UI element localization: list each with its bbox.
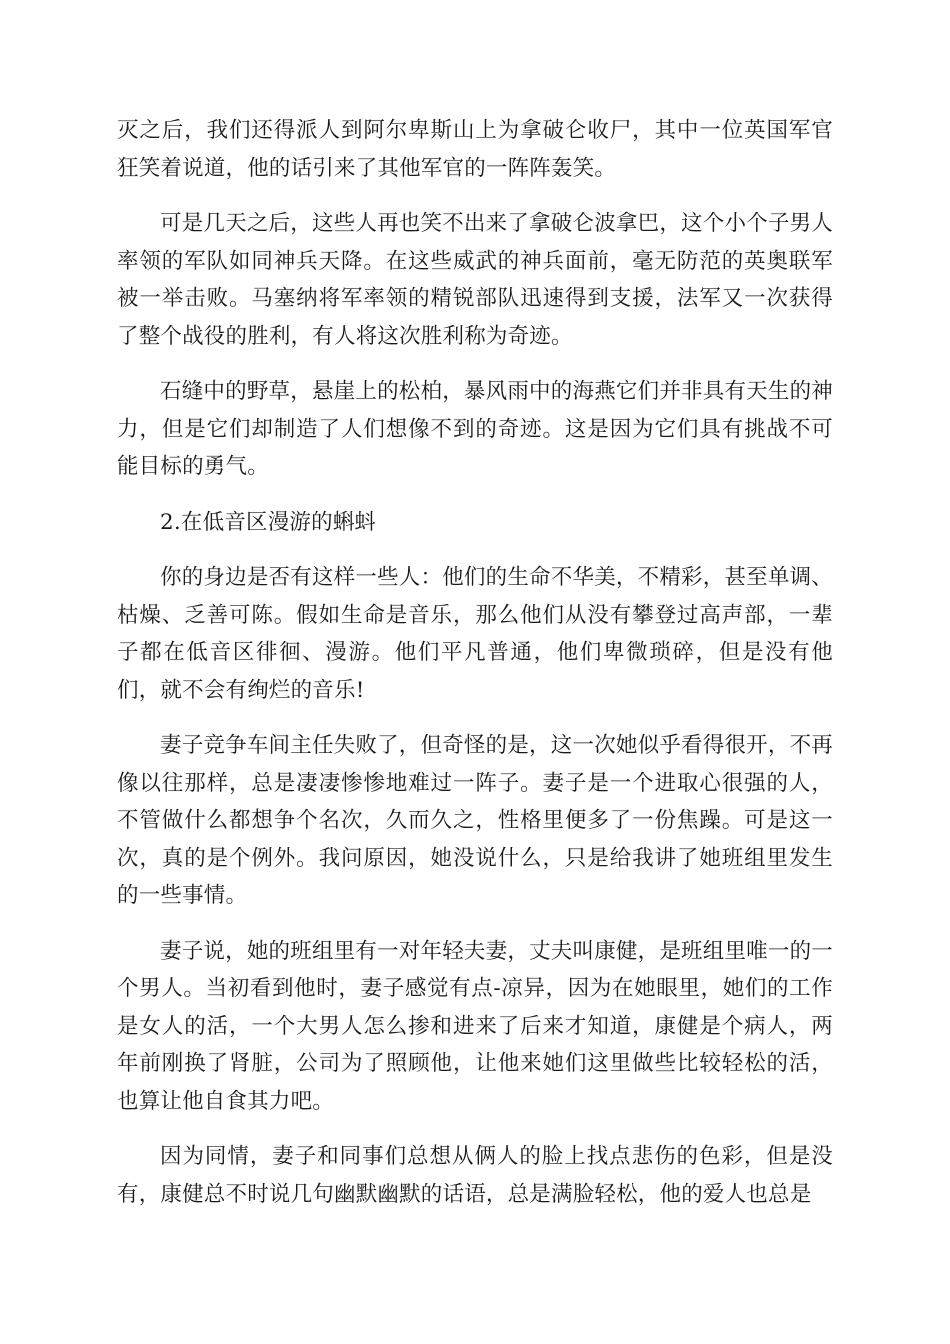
document-body — [117, 112, 833, 1231]
paragraph: 可是几天之后，这些人再也笑不出来了拿破仑波拿巴，这个小个子男人率领的军队如同神兵天降。在这些威武的神兵面前，毫无防范的英奥联军被一举击败。马塞纳将军率领的精锐部队迅速得到支援，法军又一次获得了整个战役的胜利，有人将这次胜利称为奇迹。 — [117, 211, 833, 349]
paragraph: 你的身边是否有这样一些人：他们的生命不华美，不精彩，甚至单调、枯燥、乏善可陈。假如生命是音乐，那么他们从没有攀登过高声部，一辈子都在低音区徘徊、漫游。他们平凡普通，他们卑微琐碎，但是没有他们，就不会有绚烂的音乐! — [117, 565, 833, 703]
paragraph: 妻子竞争车间主任失败了，但奇怪的是，这一次她似乎看得很开，不再像以往那样，总是凄凄惨惨地难过一阵子。妻子是一个进取心很强的人，不管做什么都想争个名次，久而久之，性格里便多了一份焦躁。可是这一次，真的是个例外。我问原因，她没说什么，只是给我讲了她班组里发生的一些事情。 — [117, 733, 833, 908]
paragraph: 因为同情，妻子和同事们总想从俩人的脸上找点悲伤的色彩，但是没有，康健总不时说几句幽默幽默的话语，总是满脸轻松，他的爱人也总是 — [117, 1144, 833, 1207]
paragraph: 石缝中的野草，悬崖上的松柏，暴风雨中的海燕它们并非具有天生的神力，但是它们却制造了人们想像不到的奇迹。这是因为它们具有挑战不可能目标的勇气。 — [117, 379, 833, 479]
paragraph-continuation: 灭之后，我们还得派人到阿尔卑斯山上为拿破仑收尸，其中一位英国军官狂笑着说道，他的话引来了其他军官的一阵阵轰笑。 — [117, 118, 833, 181]
paragraph: 妻子说，她的班组里有一对年轻夫妻，丈夫叫康健，是班组里唯一的一个男人。当初看到他时，妻子感觉有点-凉异，因为在她眼里，她们的工作是女人的活，一个大男人怎么掺和进来了后来才知道，康健是个病人，两年前刚换了肾脏，公司为了照顾他，让他来她们这里做些比较轻松的活，也算让他自食其力吧。 — [117, 938, 833, 1114]
section-heading: 2.在低音区漫游的蝌蚪 — [160, 509, 377, 535]
